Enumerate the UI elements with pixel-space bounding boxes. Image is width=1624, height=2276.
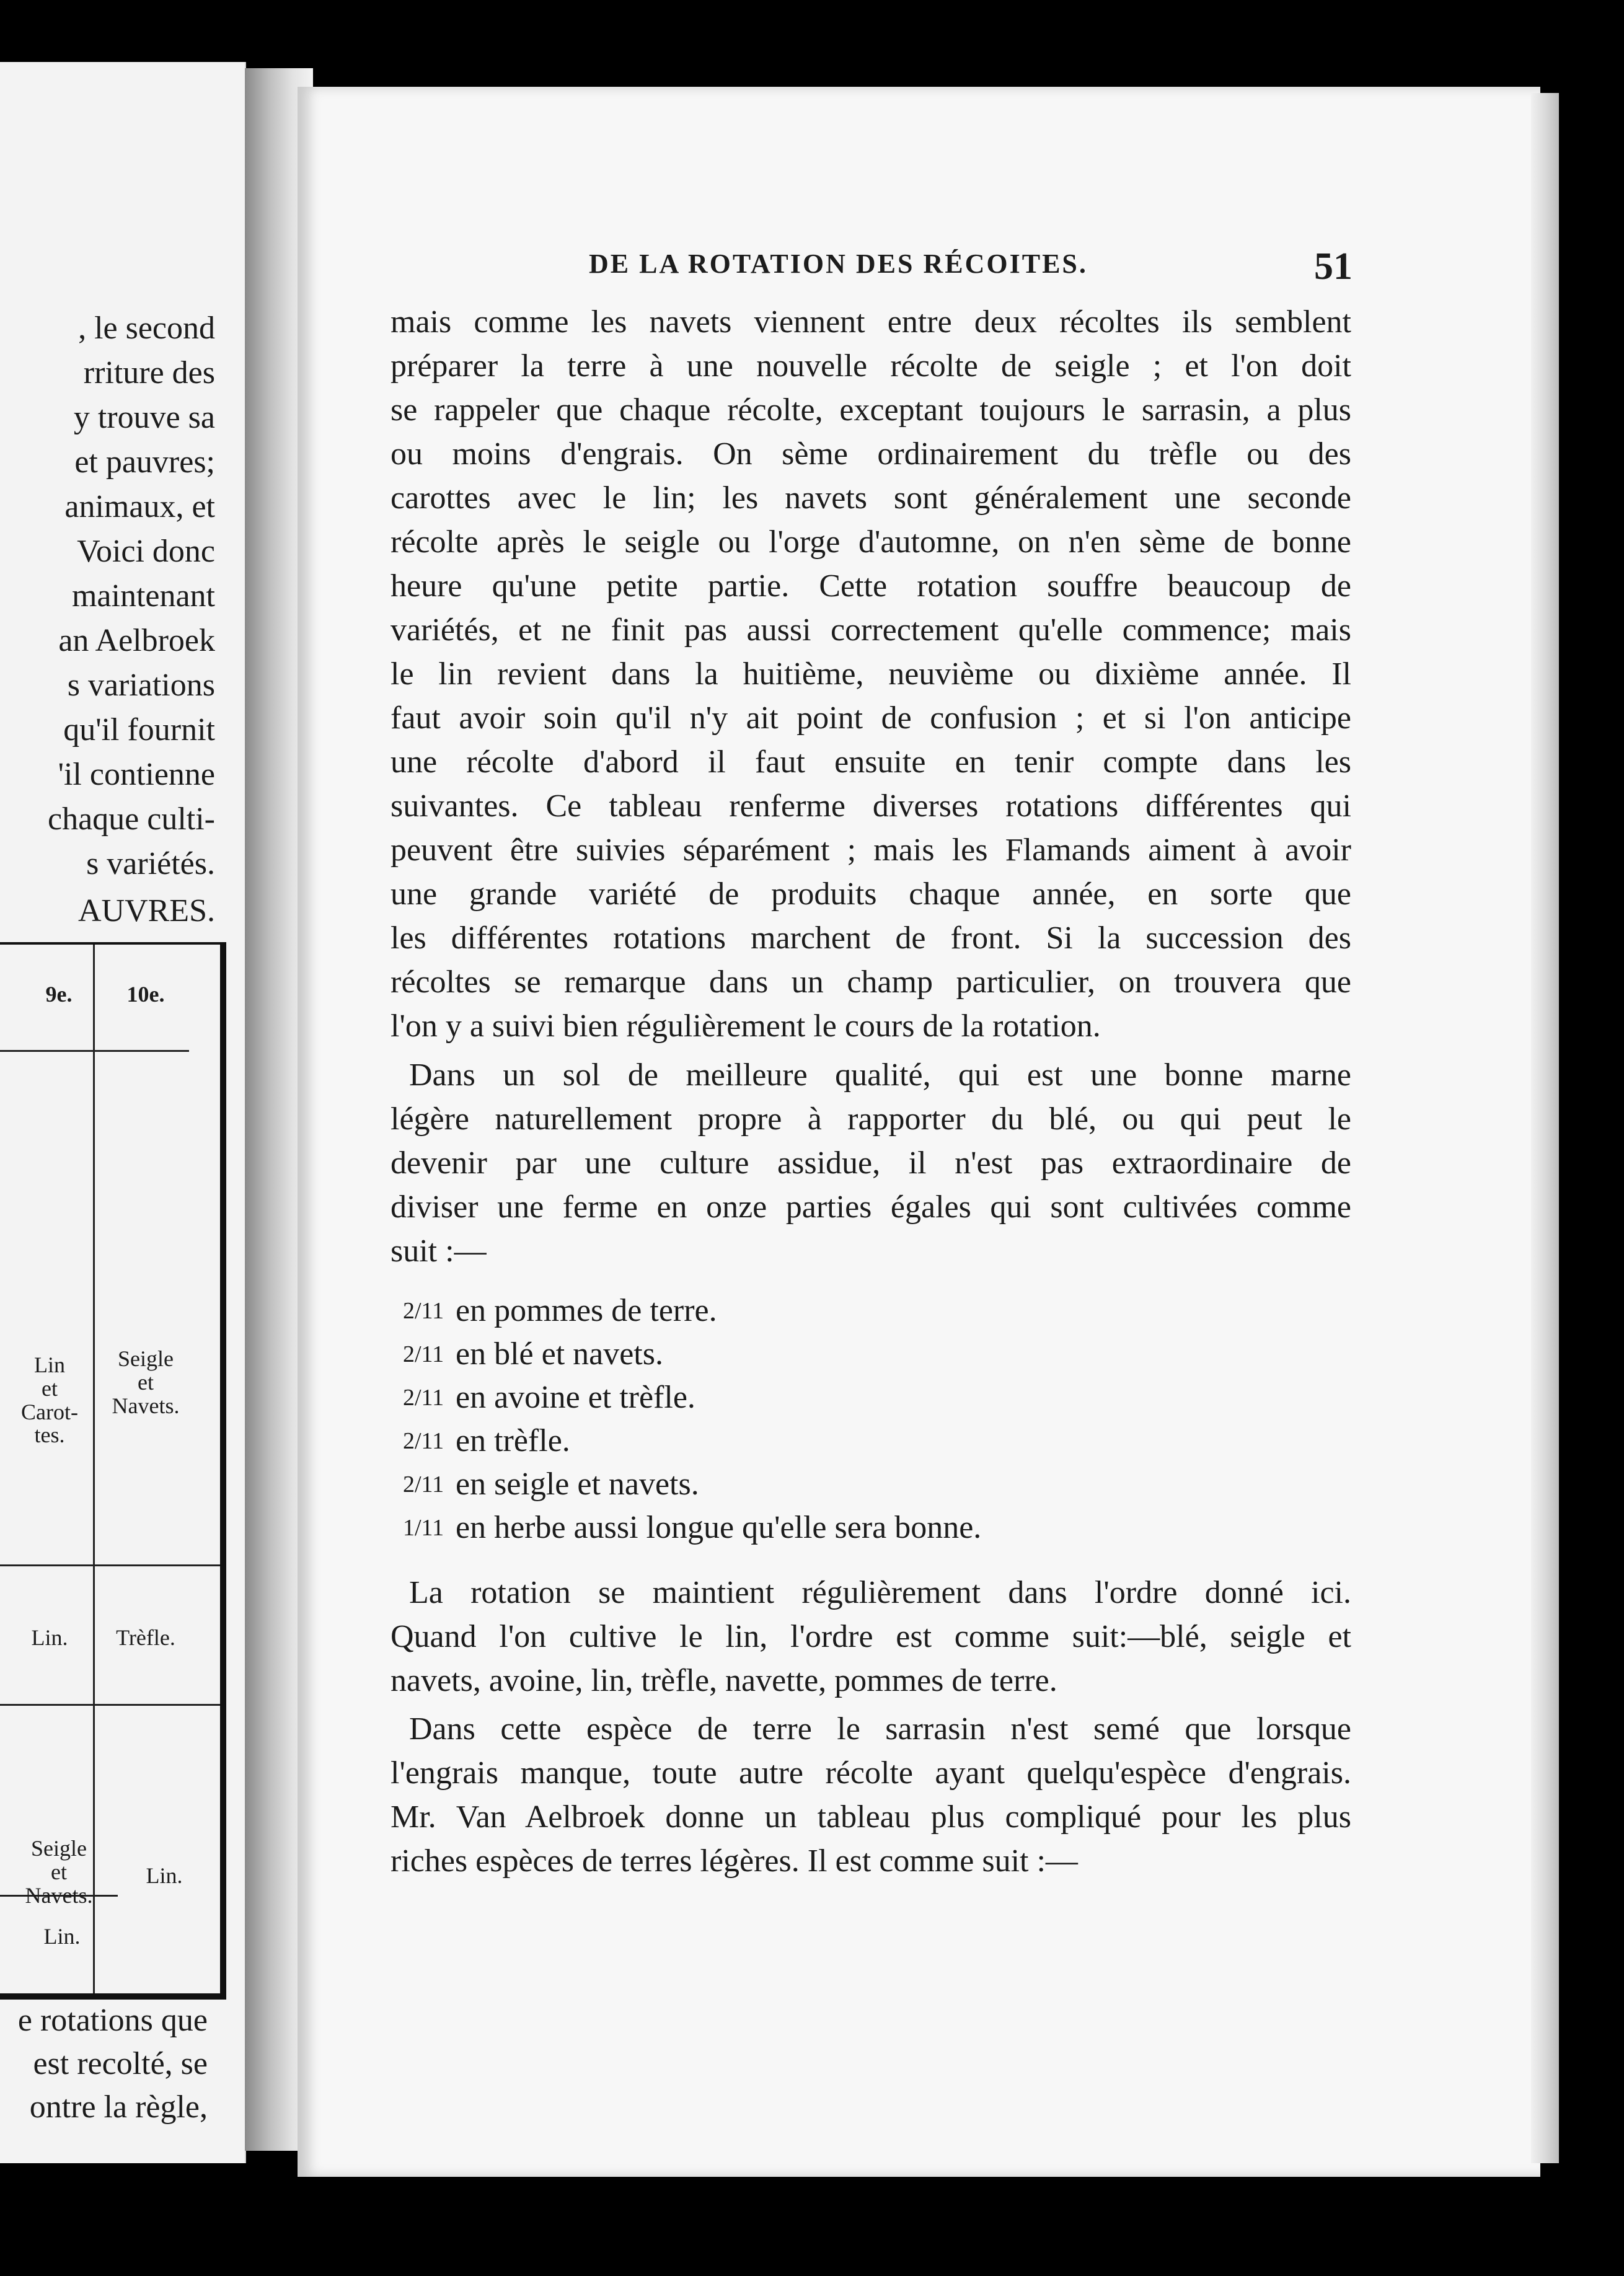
facing-page-bottom-line: ontre la règle, xyxy=(29,2089,208,2125)
book-page xyxy=(298,87,1540,2177)
text-line: suit :— xyxy=(391,1233,487,1269)
text-line: récoltes se remarque dans un champ particulier, on trouvera que xyxy=(391,964,1351,1000)
list-item: en avoine et trèfle. xyxy=(456,1380,695,1415)
text-line: une récolte d'abord il faut ensuite en tenir compte dans les xyxy=(391,744,1351,780)
text-line: le lin revient dans la huitième, neuvième ou dixième année. Il xyxy=(391,656,1351,692)
facing-page-line: animaux, et xyxy=(64,489,215,524)
text-line: préparer la terre à une nouvelle récolte de seigle ; et l'on doit xyxy=(391,348,1351,384)
facing-page-line: , le second xyxy=(78,311,215,346)
fraction-label: 1/11 xyxy=(403,1515,444,1541)
text-line: Quand l'on cultive le lin, l'ordre est comme suit:—blé, seigle et xyxy=(391,1619,1351,1654)
table-cell: Trèfle. xyxy=(116,1625,175,1650)
table-cell: Seigle et Navets. xyxy=(112,1346,180,1418)
facing-page-bottom-line: e rotations que xyxy=(17,2003,208,2038)
text-line: heure qu'une petite partie. Cette rotation souffre beaucoup de xyxy=(391,568,1351,604)
list-item: en herbe aussi longue qu'elle sera bonne. xyxy=(456,1510,982,1545)
text-line: suivantes. Ce tableau renferme diverses rotations différentes qui xyxy=(391,788,1351,824)
facing-page-line: s variétés. xyxy=(86,846,215,881)
fraction-label: 2/11 xyxy=(403,1385,444,1411)
table-cell: Lin et Carot- tes. xyxy=(21,1352,78,1448)
page-number: 51 xyxy=(1314,245,1353,288)
fraction-label: 2/11 xyxy=(403,1428,444,1454)
text-line: peuvent être suivies séparément ; mais les Flamands aiment à avoir xyxy=(391,832,1351,868)
text-line: l'on y a suivi bien régulièrement le cours de la rotation. xyxy=(391,1008,1101,1044)
table-cell: Lin. xyxy=(146,1863,183,1888)
table-cell: Lin. xyxy=(31,1625,68,1650)
text-line: l'engrais manque, toute autre récolte ayant quelqu'espèce d'engrais. xyxy=(391,1755,1351,1791)
facing-page-line: maintenant xyxy=(71,578,215,614)
text-line: Dans cette espèce de terre le sarrasin n'est semé que lorsque xyxy=(409,1711,1351,1747)
fraction-label: 2/11 xyxy=(403,1298,444,1324)
list-item: en trèfle. xyxy=(456,1423,570,1458)
facing-page-line: s variations xyxy=(67,668,215,703)
text-line: légère naturellement propre à rapporter du blé, ou qui peut le xyxy=(391,1101,1351,1137)
text-line: Dans un sol de meilleure qualité, qui est une bonne marne xyxy=(409,1057,1351,1093)
fraction-label: 2/11 xyxy=(403,1471,444,1497)
table-cell: Lin. xyxy=(43,1924,81,1949)
facing-page-bottom-line: est recolté, se xyxy=(33,2046,208,2081)
text-line: navets, avoine, lin, trèfle, navette, pommes de terre. xyxy=(391,1663,1057,1698)
running-head: DE LA ROTATION DES RÉCOITES. xyxy=(589,249,1088,279)
page-edge xyxy=(1531,93,1559,2163)
list-item: en seigle et navets. xyxy=(456,1467,699,1502)
text-line: diviser une ferme en onze parties égales qui sont cultivées comme xyxy=(391,1189,1351,1225)
table-cell: Seigle et Navets. xyxy=(25,1836,93,1908)
facing-page-line: an Aelbroek xyxy=(58,623,215,658)
text-line: riches espèces de terres légères. Il est comme suit :— xyxy=(391,1843,1078,1879)
text-line: se rappeler que chaque récolte, exceptant toujours le sarrasin, a plus xyxy=(391,392,1351,428)
facing-page-heading: AUVRES. xyxy=(77,893,215,928)
list-item: en pommes de terre. xyxy=(456,1293,717,1328)
text-line: Mr. Van Aelbroek donne un tableau plus compliqué pour les plus xyxy=(391,1799,1351,1835)
table-header-9e: 9e. xyxy=(45,982,73,1007)
facing-page-line: y trouve sa xyxy=(73,400,215,435)
fraction-label: 2/11 xyxy=(403,1341,444,1367)
table-header-10e: 10e. xyxy=(126,982,165,1007)
list-item: en blé et navets. xyxy=(456,1336,663,1372)
text-line: carottes avec le lin; les navets sont généralement une seconde xyxy=(391,480,1351,516)
text-line: récolte après le seigle ou l'orge d'automne, on n'en sème de bonne xyxy=(391,524,1351,560)
facing-page-line: rriture des xyxy=(83,355,215,390)
rotation-table xyxy=(0,942,226,2000)
text-line: variétés, et ne finit pas aussi correctement qu'elle commence; mais xyxy=(391,612,1351,648)
facing-page xyxy=(0,62,246,2163)
text-line: La rotation se maintient régulièrement dans l'ordre donné ici. xyxy=(409,1575,1351,1610)
facing-page-line: qu'il fournit xyxy=(63,712,215,748)
text-line: une grande variété de produits chaque année, en sorte que xyxy=(391,876,1351,912)
text-line: devenir par une culture assidue, il n'est pas extraordinaire de xyxy=(391,1145,1351,1181)
text-line: mais comme les navets viennent entre deux récoltes ils semblent xyxy=(391,304,1351,340)
facing-page-line: Voici donc xyxy=(77,534,215,569)
text-line: faut avoir soin qu'il n'y ait point de confusion ; et si l'on anticipe xyxy=(391,700,1351,736)
facing-page-line: 'il contienne xyxy=(58,757,215,792)
text-line: ou moins d'engrais. On sème ordinairement du trèfle ou des xyxy=(391,436,1351,472)
facing-page-line: et pauvres; xyxy=(74,444,215,480)
text-line: les différentes rotations marchent de front. Si la succession des xyxy=(391,920,1351,956)
facing-page-line: chaque culti- xyxy=(48,801,215,837)
